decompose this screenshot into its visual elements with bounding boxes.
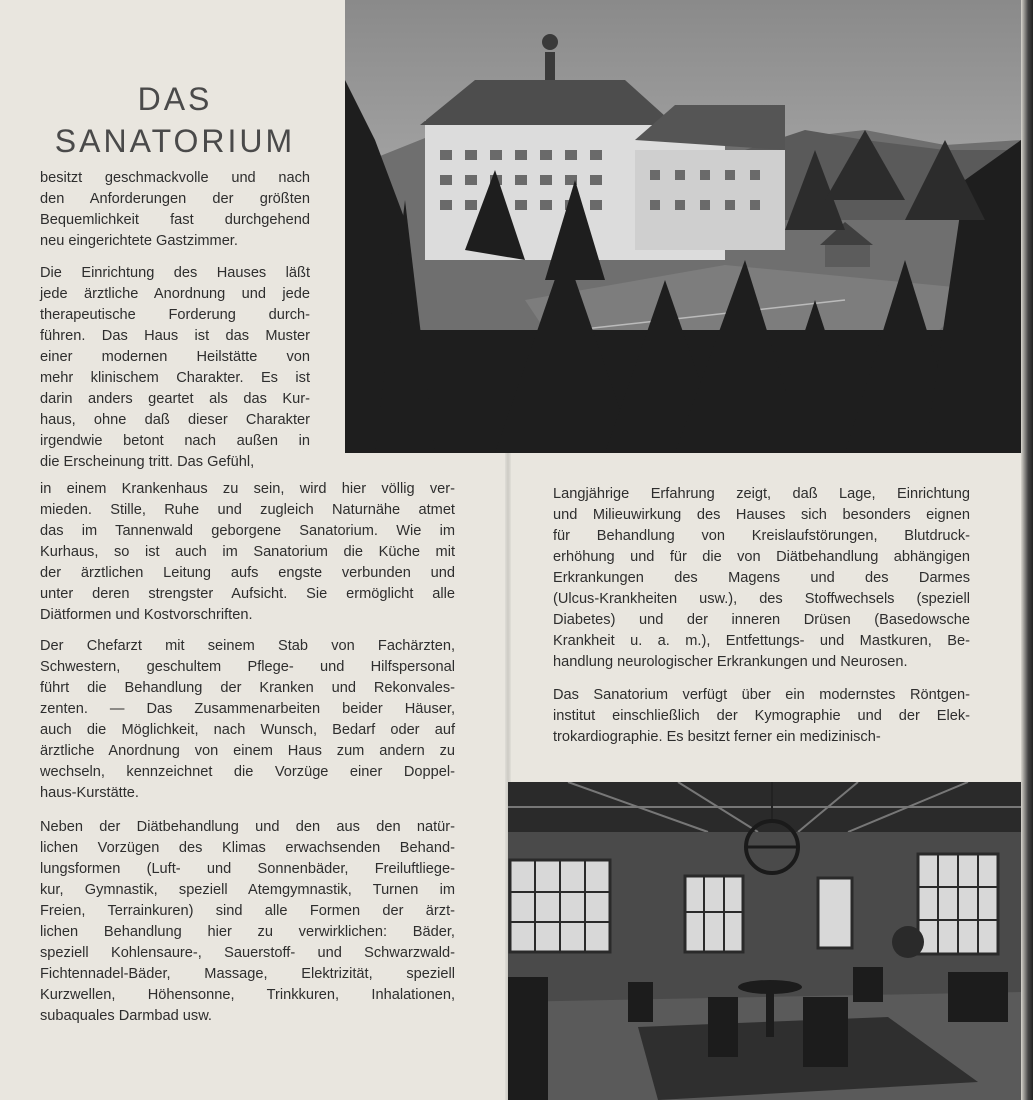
text-line: Erkrankungen des Magens und des Darmes	[553, 570, 970, 586]
page-title-line2: SANATORIUM	[54, 123, 296, 159]
sanatorium-interior-photo	[508, 782, 1021, 1100]
text-line: darin anders geartet als das Kur-	[40, 391, 310, 407]
text-line: therapeutische Forderung durch-	[40, 307, 310, 323]
text-line: und Milieuwirkung des Hauses sich besonders eignen	[553, 507, 970, 523]
text-line: die Erscheinung tritt. Das Gefühl,	[40, 454, 255, 470]
text-line: Die Einrichtung des Hauses läßt	[40, 265, 310, 281]
text-line: Krankheit u. a. m.), Entfettungs- und Mastkuren, Be-	[553, 633, 970, 649]
text-line: in einem Krankenhaus zu sein, wird hier völlig ver-	[40, 481, 455, 497]
treatments-paragraph	[40, 817, 455, 1027]
text-line: (Ulcus-Krankheiten usw.), des Stoffwechsels (speziell	[553, 591, 970, 607]
text-line: Kurhaus, so ist auch im Sanatorium die Küche mit	[40, 544, 455, 560]
page-title-line1: DAS	[137, 81, 213, 117]
page-edge	[1021, 0, 1033, 1100]
text-line: einer modernen Heilstätte von	[40, 349, 310, 365]
text-line: erhöhung und für die von Diätbehandlung abhängigen	[553, 549, 970, 565]
xray-paragraph	[553, 685, 970, 748]
text-line: lichen Behandlung hier zu verwirklichen: Bäder,	[40, 924, 455, 940]
text-line: unter deren strengster Aufsicht. Sie ermöglicht alle	[40, 586, 455, 602]
text-line: neu eingerichtete Gastzimmer.	[40, 233, 238, 249]
text-line: Bequemlichkeit fast durchgehend	[40, 212, 310, 228]
text-line: Der Chefarzt mit seinem Stab von Fachärzten,	[40, 638, 455, 654]
text-line: kur, Gymnastik, speziell Atemgymnastik, Turnen im	[40, 882, 455, 898]
text-line: lungsformen (Luft- und Sonnenbäder, Freiluftliege-	[40, 861, 455, 877]
text-line: trokardiographie. Es besitzt ferner ein medizinisch-	[553, 729, 881, 745]
text-line: Das Sanatorium verfügt über ein modernstes Röntgen-	[553, 687, 970, 703]
text-line: Fichtennadel-Bäder, Massage, Elektrizität, speziell	[40, 966, 455, 982]
indications-paragraph	[553, 484, 970, 673]
facilities-paragraph-wide	[40, 479, 455, 626]
text-line: haus-Kurstätte.	[40, 785, 139, 801]
facilities-paragraph-narrow	[40, 263, 310, 473]
text-line: ärztliche Anordnung von einem Haus zum andern zu	[40, 743, 455, 759]
text-line: zenten. — Das Zusammenarbeiten beider Häuser,	[40, 701, 455, 717]
text-line: mehr klinischem Charakter. Es ist	[40, 370, 310, 386]
text-line: institut einschließlich der Kymographie und der Elek-	[553, 708, 970, 724]
text-line: lichen Vorzügen des Klimas erwachsenden Behand-	[40, 840, 455, 856]
text-line: subaquales Darmbad usw.	[40, 1008, 212, 1024]
text-line: führt die Behandlung der Kranken und Rekonvales-	[40, 680, 455, 696]
text-line: besitzt geschmackvolle und nach	[40, 170, 310, 186]
text-line: Langjährige Erfahrung zeigt, daß Lage, Einrichtung	[553, 486, 970, 502]
text-line: jede ärztliche Anordnung und jede	[40, 286, 310, 302]
text-line: Freien, Terrainkuren) sind alle Formen der ärzt-	[40, 903, 455, 919]
intro-paragraph	[40, 168, 310, 252]
text-line: für Behandlung von Kreislaufstörungen, Blutdruck-	[553, 528, 970, 544]
text-line: führen. Das Haus ist das Muster	[40, 328, 310, 344]
text-line: Neben der Diätbehandlung und den aus den natür-	[40, 819, 455, 835]
text-line: Schwestern, geschultem Pflege- und Hilfspersonal	[40, 659, 455, 675]
text-line: speziell Kohlensaure-, Sauerstoff- und Schwarzwald-	[40, 945, 455, 961]
text-line: Kurzwellen, Höhensonne, Trinkkuren, Inhalationen,	[40, 987, 455, 1003]
text-line: wechseln, kennzeichnet die Vorzüge einer Doppel-	[40, 764, 455, 780]
text-line: der ärztlichen Leitung aufs engste verbunden und	[40, 565, 455, 581]
sanatorium-exterior-photo	[345, 0, 1021, 453]
text-line: mieden. Stille, Ruhe und zugleich Naturnähe atmet	[40, 502, 455, 518]
text-line: Diabetes) und der inneren Drüsen (Basedowsche	[553, 612, 970, 628]
text-line: das im Tannenwald geborgene Sanatorium. Wie im	[40, 523, 455, 539]
text-line: handlung neurologischer Erkrankungen und Neurosen.	[553, 654, 908, 670]
text-line: irgendwie betont nach außen in	[40, 433, 310, 449]
text-line: auch die Möglichkeit, nach Wunsch, Bedarf oder auf	[40, 722, 455, 738]
text-line: den Anforderungen der größten	[40, 191, 310, 207]
text-line: haus, ohne daß dieser Charakter	[40, 412, 310, 428]
text-line: Diätformen und Kostvorschriften.	[40, 607, 253, 623]
staff-paragraph	[40, 636, 455, 804]
